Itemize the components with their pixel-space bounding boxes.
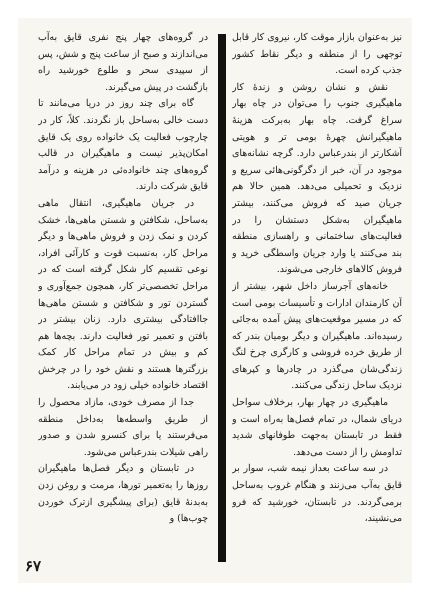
paragraph: در سه ساعت بعداز نیمه شب، سوار بر قایق به‌آب می‌زنند و هنگام غروب به‌ساحل برمی‌گردند. در تابستان، خورشید که فرو می‌نشیند، — [232, 463, 402, 525]
paragraph: گاه برای چند روز در دریا می‌مانند تا دست خالی به‌ساحل باز نگردند. کلاً، کار در چارچوب فعالیت یک خانواده روی یک قایق امکان‌پذیر نیست و ماهیگیران در قالب گروه‌های چند خانواده‌ئی در هزینه و درآمد قایق شرکت دارند. — [38, 98, 208, 193]
paragraph: در جریان ماهیگیری، انتقال ماهی به‌ساحل، شکافتن و شستن ماهی‌ها، خشک کردن و نمک زدن و فروش ماهی‌ها و دیگر مراحل کار، به‌نسبت قوت و کارآئی افراد، نوعی تقسیم کار شکل گرفته است که در مراحل تخصصی‌تر کار، همچون جمع‌آوری و گستردن تور و شکافتن و شستن ماهی‌ها جاافتادگی بیشتری دارد. زنان بیشتر در بافتن و تعمیر تور فعالیت دارند. بچه‌ها هم کم و بیش در تمام مراحل کار کمک بزرگترها هستند و نقش خود را در چرخش اقتصاد خانواده خیلی زود در می‌یابند. — [38, 197, 208, 392]
paragraph: در تابستان و دیگر فصل‌ها ماهیگیران روزها را به‌تعمیر تورها، مرمت و روغن زدن به‌بدنهٔ قایق (برای پیشگیری ازترک خوردن چوب‌ها) و — [38, 463, 208, 525]
paragraph: نقش و نشان روشن و زندهٔ کار ماهیگیری جنوب را می‌توان در چاه بهار سراغ گرفت. چاه بهار به‌برکت هزینهٔ ماهیگیرانش چهرهٔ بومی تر و هویتی آشکارتر از بندرعباس دارد. گرچه نشانه‌های موجود در آن، خبر از دگرگونی‌هائی سریع و نزدیک و تحمیلی می‌دهد. همین حالا هم جریان صید که فروش می‌کنند، بیشتر ماهیگیران به‌شکل دستشان را در فعالیت‌های ساختمانی و راهسازی منطقه بند می‌کنند یا وارد جریان واسطگی خرید و فروش کالاهای خارجی می‌شوند. — [232, 81, 402, 276]
paragraph: ماهیگیری در چهار بهار، برخلاف سواحل دریای شمال، در تمام فصل‌ها به‌راه است و فقط در تابستان به‌جهت طوفانهای شدید تداومش را از دست می‌دهد. — [232, 397, 402, 458]
paragraph: نیز به‌عنوان بازار موقت کار، نیروی کار قابل توجهی را از منطقه و دیگر نقاط کشور جذب کرده است. — [232, 32, 402, 77]
paragraph: در گروه‌های چهار پنج نفری قایق به‌آب می‌اندازند و صبح از ساعت پنج و شش، پس از سپیدی سحر و طلوع خورشید راه بازگشت در پیش می‌گیرند. — [38, 32, 208, 93]
page-number: ۶۷ — [25, 557, 42, 575]
column-divider-bar — [218, 34, 226, 562]
book-page — [18, 18, 412, 583]
left-text-column — [38, 30, 208, 560]
page-margin — [0, 0, 18, 599]
right-text-column — [232, 30, 402, 560]
paragraph: جدا از مصرف خودی، مازاد محصول را از طریق واسطه‌ها به‌داخل منطقه می‌فرستند یا برای کنسرو شدن و صدور راهی شیلات بندرعباس می‌شود. — [38, 397, 208, 458]
paragraph: خانه‌های آجرساز داخل شهر، بیشتر از آن کارمندان ادارات و تأسیسات بومی است که در مسیر موقعیت‌های پیش آمده به‌جائی رسیده‌اند. ماهیگیران و دیگر بومیان بندر که از طریق خرده فروشی و کارگری چرخ لنگ زندگی‌شان می‌گذرد در چادرها و کپرهای نزدیک ساحل زندگی می‌کنند. — [232, 280, 402, 392]
